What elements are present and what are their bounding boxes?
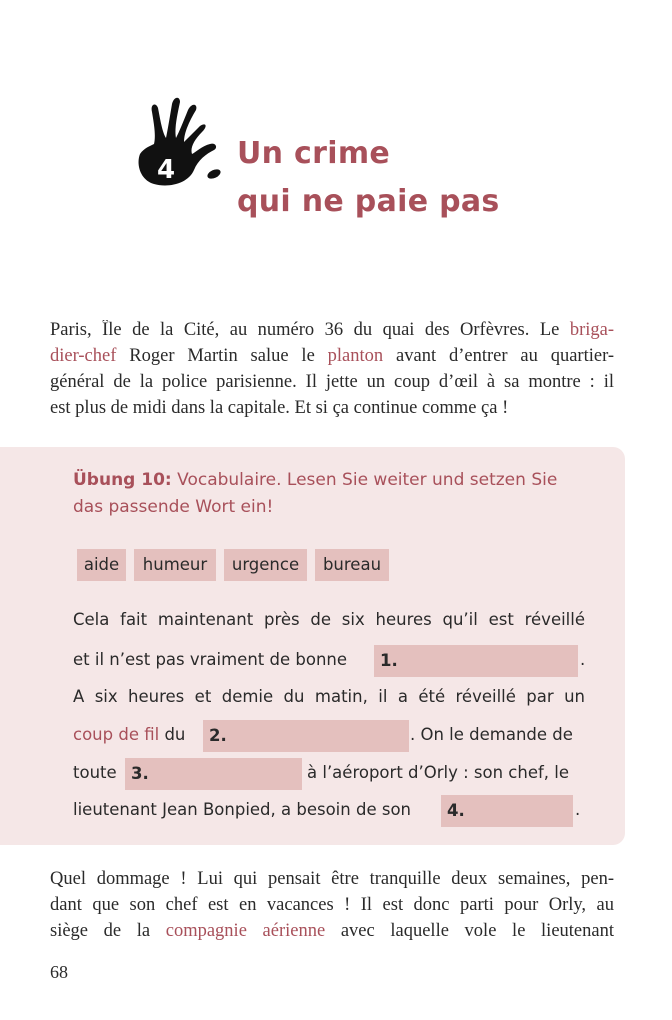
intro-line: dier-chef Roger Martin salue le planton avant d’entrer au quartier- [50,346,614,366]
exercise-line: . On le demande de [410,725,573,744]
outro-line: siège de la compagnie aérienne avec laquelle vole le lieutenant [50,921,614,941]
chapter-title-line-1: Un crime [237,136,391,171]
exercise-instruction: das passende Wort ein! [73,497,274,517]
blank-2[interactable]: 2. [203,720,409,752]
intro-line: général de la police parisienne. Il jette un coup d’œil à sa montre : il [50,372,614,392]
glossary-term[interactable]: dier-chef [50,346,117,366]
intro-line: Paris, Île de la Cité, au numéro 36 du quai des Orfèvres. Le briga- [50,320,614,340]
exercise-line: et il n’est pas vraiment de bonne [73,650,348,669]
exercise-line: à l’aéroport d’Orly : son chef, le [307,763,570,782]
exercise-instruction: Übung 10: Vocabulaire. Lesen Sie weiter und setzen Sie [73,470,558,490]
page-number: 68 [50,962,68,982]
word-chip: aide [77,549,126,581]
handprint-icon [132,92,232,192]
period: . [575,800,581,819]
word-chip: bureau [315,549,389,581]
blank-1[interactable]: 1. [374,645,578,677]
blank-4[interactable]: 4. [441,795,573,827]
chapter-number: 4 [156,155,176,185]
outro-line: Quel dommage ! Lui qui pensait être tranquille deux semaines, pen- [50,869,614,889]
exercise-line: Cela fait maintenant près de six heures qu’il est réveillé [73,610,585,629]
intro-line: est plus de midi dans la capitale. Et si ça continue comme ça ! [50,398,509,418]
period: . [580,650,586,669]
exercise-line: lieutenant Jean Bonpied, a besoin de son [73,800,411,819]
word-chip: urgence [224,549,307,581]
glossary-term[interactable]: compagnie aérienne [165,921,326,941]
exercise-line: A six heures et demie du matin, il a été réveillé par un [73,687,585,706]
chapter-title-line-2: qui ne paie pas [237,184,500,219]
outro-line: dant que son chef est en vacances ! Il est donc parti pour Orly, au [50,895,614,915]
glossary-term[interactable]: planton [327,346,384,366]
exercise-line: coup de fil du [73,725,186,744]
word-chip: humeur [134,549,216,581]
exercise-line: toute [73,763,117,782]
blank-3[interactable]: 3. [125,758,302,790]
glossary-term[interactable]: coup de fil [73,725,160,744]
glossary-term[interactable]: briga- [569,320,614,340]
